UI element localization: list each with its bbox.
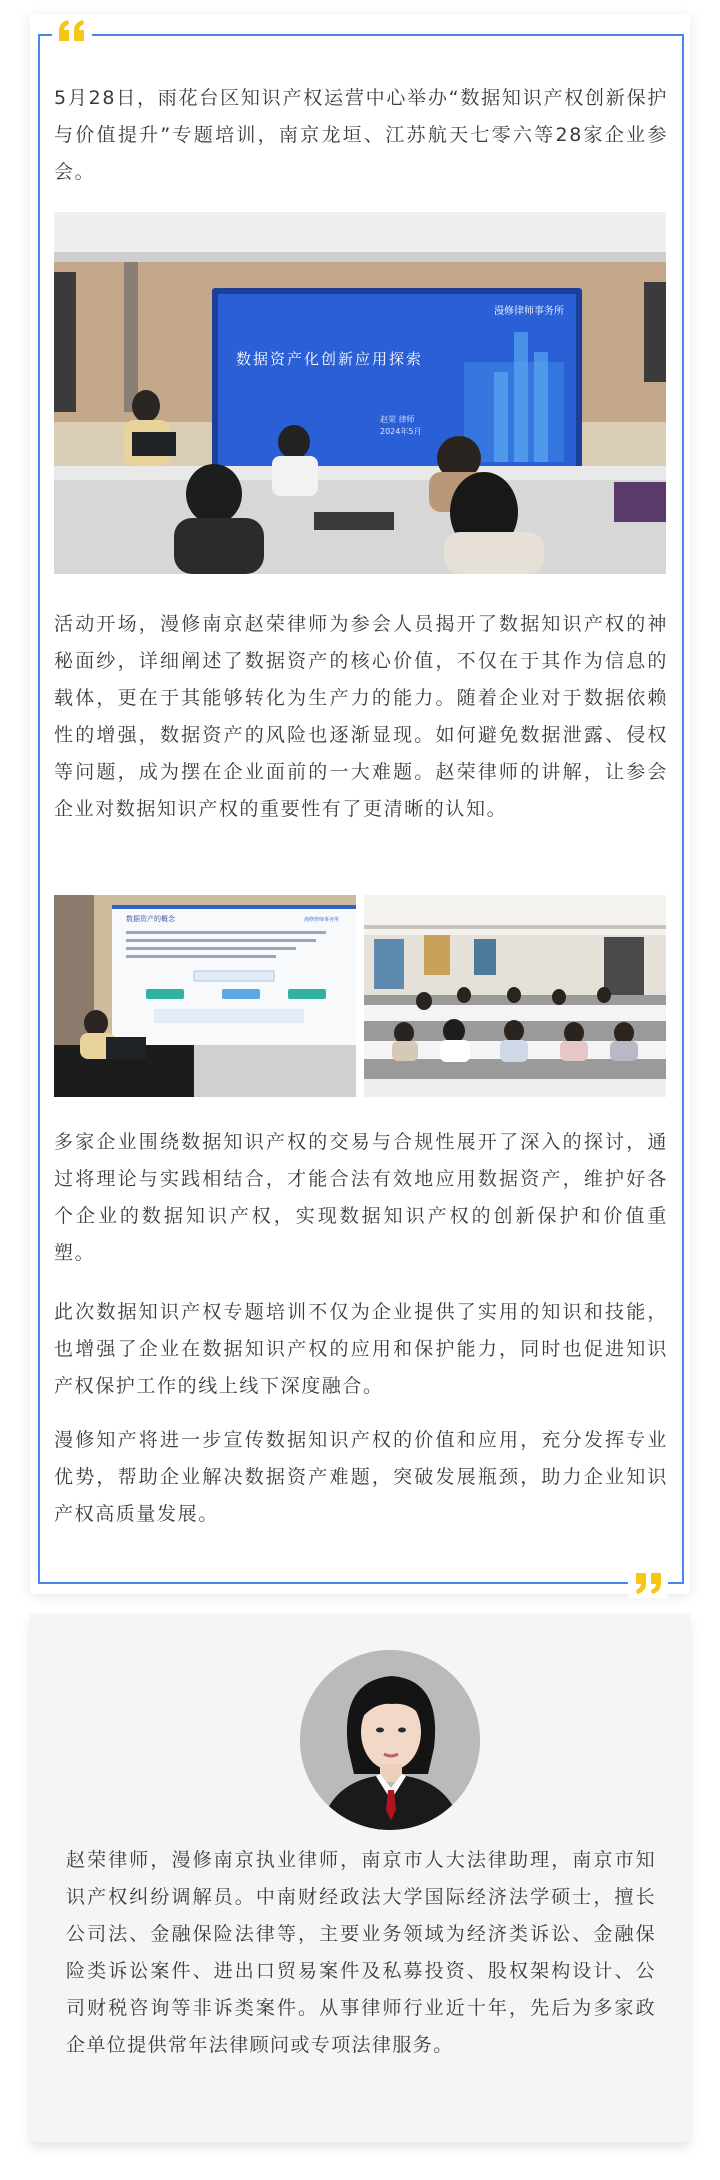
screen-logo: 漫修律师事务所 bbox=[494, 306, 564, 317]
training-photo bbox=[54, 212, 666, 574]
lawyer-avatar bbox=[300, 1650, 480, 1830]
slide-heading: 数据资产的概念 bbox=[126, 915, 175, 923]
article-paragraph: 多家企业围绕数据知识产权的交易与合规性展开了深入的探讨，通过将理论与实践相结合，才能合法有效地应用数据资产，维护好各个企业的数据知识产权，实现数据知识产权的创新保护和价值重塑。 bbox=[54, 1131, 668, 1264]
article-paragraph: 5月28日，雨花台区知识产权运营中心举办“数据知识产权创新保护与价值提升”专题培训，南京龙垣、江苏航天七零六等28家企业参会。 bbox=[54, 87, 668, 183]
lawyer-bio-text: 赵荣律师，漫修南京执业律师，南京市人大法律助理，南京市知识产权纠纷调解员。中南财经政法大学国际经济法学硕士，擅长公司法、金融保险法律等，主要业务领域为经济类诉讼、金融保险类诉讼案件、进出口贸易案件及私募投资、股权架构设计、公司财税咨询等非诉类案件。从事律师行业近十年，先后为多家政企单位提供常年法律顾问或专项法律服务。 bbox=[66, 1849, 656, 2056]
slide-logo: 漫修律师事务所 bbox=[304, 917, 340, 923]
open-quote-icon bbox=[52, 16, 92, 46]
screen-date: 2024年5月 bbox=[380, 427, 422, 436]
lawyer-bio-card bbox=[30, 1614, 690, 2142]
article-paragraph: 漫修知产将进一步宣传数据知识产权的价值和应用，充分发挥专业优势，帮助企业解决数据资产难题，突破发展瓶颈，助力企业知识产权高质量发展。 bbox=[54, 1429, 668, 1525]
audience-photo bbox=[364, 895, 666, 1097]
article-paragraph: 此次数据知识产权专题培训不仅为企业提供了实用的知识和技能，也增强了企业在数据知识产权的应用和保护能力，同时也促进知识产权保护工作的线上线下深度融合。 bbox=[54, 1301, 668, 1397]
article-paragraph: 活动开场，漫修南京赵荣律师为参会人员揭开了数据知识产权的神秘面纱，详细阐述了数据资产的核心价值，不仅在于其作为信息的载体，更在于其能够转化为生产力的能力。随着企业对于数据依赖性的增强，数据资产的风险也逐渐显现。如何避免数据泄露、侵权等问题，成为摆在企业面前的一大难题。赵荣律师的讲解，让参会企业对数据知识产权的重要性有了更清晰的认知。 bbox=[54, 613, 668, 820]
close-quote-icon bbox=[628, 1568, 668, 1598]
screen-speaker: 赵荣 律师 bbox=[380, 415, 415, 424]
slide-photo bbox=[54, 895, 356, 1097]
screen-title: 数据资产化创新应用探索 bbox=[236, 350, 424, 368]
